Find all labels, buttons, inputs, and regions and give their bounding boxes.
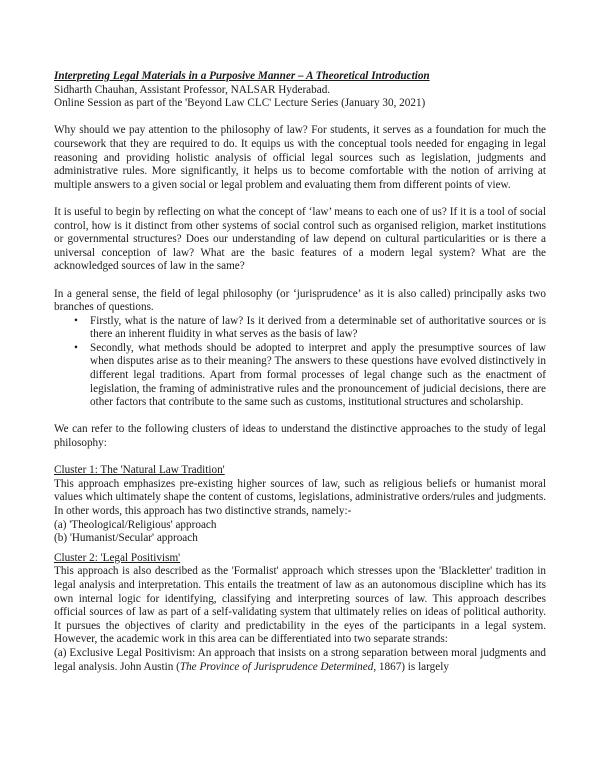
cluster1-item-b: (b) 'Humanist/Secular' approach: [54, 532, 198, 545]
cluster2-item-a-book-title: The Province of Jurisprudence Determined: [179, 660, 374, 673]
list-item: [54, 342, 546, 410]
paragraph-clusters-intro: We can refer to the following clusters of ideas to understand the distinctive approaches to the study of legal philosophy:: [54, 423, 546, 450]
paragraph-branches: In a general sense, the field of legal philosophy (or ‘jurisprudence’ as it is also called) principally asks two branches of questions.: [54, 287, 546, 314]
cluster2-item-a-end: , 1867) is largely: [373, 660, 449, 673]
session-line: Online Session as part of the 'Beyond Law CLC' Lecture Series (January 30, 2021): [54, 97, 426, 110]
bullet-icon: •: [74, 341, 78, 354]
cluster1-item-a: (a) 'Theological/Religious' approach: [54, 518, 217, 531]
paragraph-concept-of-law: It is useful to begin by reflecting on what the concept of ‘law’ means to each one of us? If it is a tool of social control, how is it distinct from other systems of social control such as organised religion, market institutions or governmental structures? Does our understanding of law depend on cultural particularities or is there a universal conception of law? What are the basic features of a modern legal system? What are the acknowledged sources of law in the same?: [54, 205, 546, 273]
bullet-icon: •: [74, 314, 78, 327]
author-line: Sidharth Chauhan, Assistant Professor, NALSAR Hyderabad.: [54, 83, 331, 96]
questions-list: [54, 315, 546, 410]
cluster1-heading: Cluster 1: The 'Natural Law Tradition': [54, 464, 225, 477]
list-item: [54, 315, 546, 342]
list-item-text: Secondly, what methods should be adopted to interpret and apply the presumptive sources of law when disputes arise as to their meaning? The answers to these questions have evolved distinctively in different legal traditions. Apart from formal processes of legal change such as the enactment of legislation, the framing of administrative rules and the pronouncement of judicial decisions, there are other factors that contribute to the same such as customs, institutional structures and scholarship.: [90, 341, 546, 409]
cluster2-item-a-start: (a) Exclusive Legal Positivism: An approach that insists on a strong separation between moral judgments and legal analysis. John Austin (: [54, 646, 546, 673]
paragraph-intro: Why should we pay attention to the philosophy of law? For students, it serves as a foundation for much the coursework that they are required to do. It equips us with the conceptual tools needed for engaging in legal reasoning and providing holistic analysis of official legal sources such as legislation, judgments and administrative rules. More significantly, it helps us to become comfortable with the notion of arriving at multiple answers to a given social or legal problem and evaluating them from different points of view.: [54, 124, 546, 191]
list-item-text: Firstly, what is the nature of law? Is it derived from a determinable set of authoritative sources or is there an inherent fluidity in what serves as the basis of law?: [90, 314, 546, 341]
cluster2-body: This approach is also described as the 'Formalist' approach which stresses upon the 'Blackletter' tradition in legal analysis and interpretation. This entails the treatment of law as an autonomous discipline which has its own internal logic for identifying, classifying and interpreting sources of law. This approach describes official sources of law as part of a self-validating system that ultimately relies on ideas of political authority. It pursues the objectives of clarity and predictability in the eyes of the participants in a legal system. However, the academic work in this area can be differentiated into two separate strands:: [54, 565, 546, 646]
document-title: Interpreting Legal Materials in a Purposive Manner – A Theoretical Introduction: [54, 70, 430, 82]
cluster2-heading: Cluster 2: 'Legal Positivism': [54, 551, 181, 564]
cluster1-body: This approach emphasizes pre-existing higher sources of law, such as religious beliefs or humanist moral values which ultimately shape the content of customs, legislations, administrative orders/rules and judgments. In other words, this approach has two distinctive strands, namely:-: [54, 477, 546, 517]
cluster2-item-a: [54, 647, 546, 674]
